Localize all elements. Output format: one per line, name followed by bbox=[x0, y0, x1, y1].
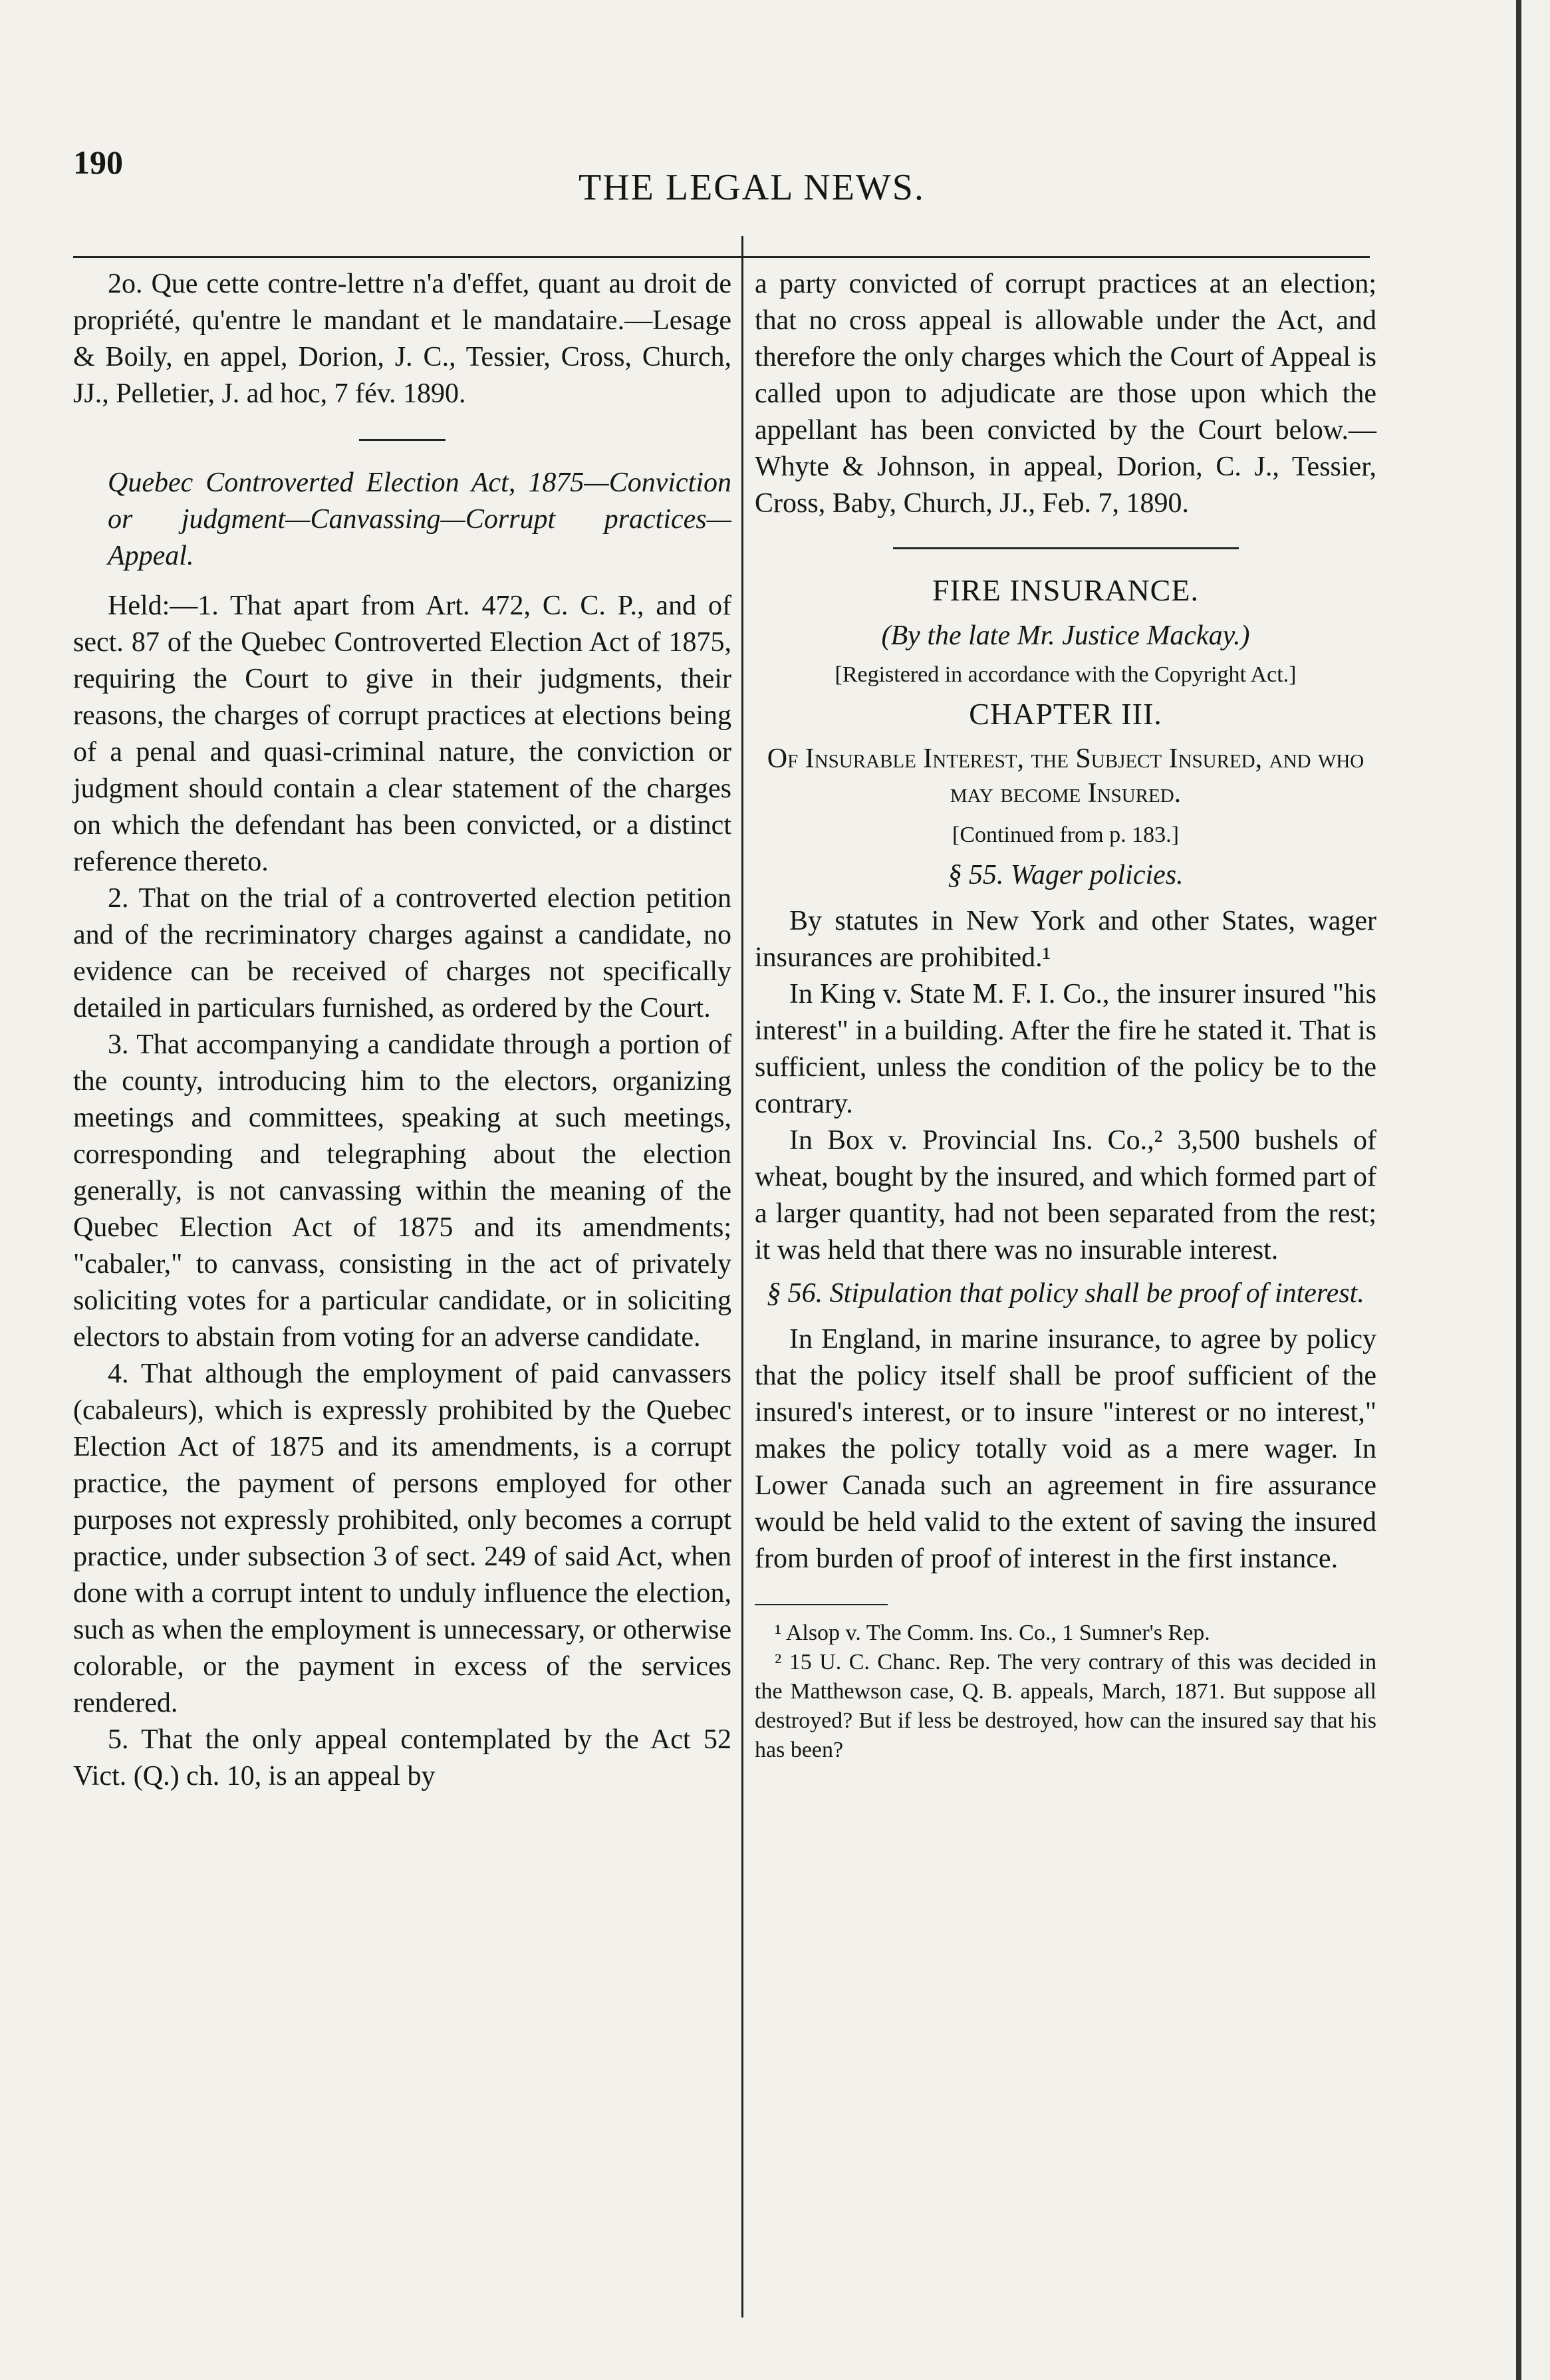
paragraph-contre-lettre: 2o. Que cette contre-lettre n'a d'effet, quant au droit de propriété, qu'entre le mandant et le mandataire.—Lesage & Boily, en appel, Dorion, J. C., Tessier, Cross, Church, JJ., Pelletier, J. ad hoc, 7 fév. 1890. bbox=[73, 269, 731, 409]
held-1: Held:—1. That apart from Art. 472, C. C. P., and of sect. 87 of the Quebec Controverted Election Act of 1875, requiring the Court to give in their judgments, their reasons, the charges of corrupt practices at elections being of a penal and quasi-criminal nature, the conviction or judgment should contain a clear statement of the charges on which the defendant has been convicted, or a distinct reference thereto. bbox=[73, 591, 731, 877]
held-4: 4. That although the employment of paid canvassers (cabaleurs), which is expressly prohibited by the Quebec Election Act of 1875 and its amendments, is a corrupt practice, the payment of persons employed for other purposes not expressly prohibited, only becomes a corrupt practice, under subsection 3 of sect. 249 of said Act, when done with a corrupt intent to unduly influence the election, such as when the employment is unnecessary, or otherwise colorable, or the payment in excess of the services rendered. bbox=[73, 1359, 731, 1718]
held-3: 3. That accompanying a candidate through a portion of the county, introducing him to the electors, organizing meetings and committees, speaking at such meetings, corresponding and telegraphing about the election generally, is not canvassing within the meaning of the Quebec Election Act of 1875 and its amendments; "cabaler," to canvass, consisting in the act of privately soliciting votes for a particular candidate, or in soliciting electors to abstain from voting for an adverse candidate. bbox=[73, 1029, 731, 1353]
header-rule bbox=[73, 256, 1370, 258]
section-56-heading: § 56. Stipulation that policy shall be proof of interest. bbox=[767, 1278, 1364, 1309]
footnote-rule bbox=[755, 1604, 888, 1605]
page-number: 190 bbox=[73, 144, 123, 181]
paragraph-55c: In Box v. Provincial Ins. Co.,² 3,500 bushels of wheat, bought by the insured, and which formed part of a larger quantity, had not been separated from the rest; it was held that there was no insurable interest. bbox=[755, 1125, 1376, 1265]
paragraph-55b: In King v. State M. F. I. Co., the insurer insured "his interest" in a building. After the fire he stated it. That is sufficient, unless the condition of the policy be to the contrary. bbox=[755, 979, 1376, 1119]
paragraph-55a: By statutes in New York and other States, wager insurances are prohibited.¹ bbox=[755, 906, 1376, 973]
section-divider bbox=[893, 547, 1239, 549]
page-header bbox=[73, 143, 1396, 216]
binding-edge-rule bbox=[1516, 0, 1521, 2380]
right-column bbox=[755, 266, 1376, 1765]
left-column bbox=[73, 266, 731, 1795]
section-55-heading: § 55. Wager policies. bbox=[948, 860, 1184, 890]
byline: (By the late Mr. Justice Mackay.) bbox=[881, 620, 1250, 651]
held-5-continued: a party convicted of corrupt practices at an election; that no cross appeal is allowable under the Act, and therefore the only charges which the Court of Appeal is called upon to adjudicate are those upon which the appellant has been convicted by the Court below.—Whyte & Johnson, in appeal, Dorion, C. J., Tessier, Cross, Baby, Church, JJ., Feb. 7, 1890. bbox=[755, 269, 1376, 519]
continued-note: [Continued from p. 183.] bbox=[952, 823, 1179, 847]
chapter-heading: CHAPTER III. bbox=[969, 697, 1162, 731]
chapter-subtitle: Of Insurable Interest, the Subject Insured, and who may become Insured. bbox=[767, 743, 1364, 809]
footnote-1: ¹ Alsop v. The Comm. Ins. Co., 1 Sumner's Rep. bbox=[775, 1621, 1210, 1645]
paragraph-56: In England, in marine insurance, to agree by policy that the policy itself shall be proof sufficient of the insured's interest, or to insure "interest or no interest," makes the policy totally void as a mere wager. In Lower Canada such an agreement in fire assurance would be held valid to the extent of saving the insured from burden of proof of interest in the first instance. bbox=[755, 1324, 1376, 1574]
section-title: FIRE INSURANCE. bbox=[932, 573, 1199, 607]
held-2: 2. That on the trial of a controverted election petition and of the recriminatory charges against a candidate, no evidence can be received of charges not specifically detailed in particulars furnished, as ordered by the Court. bbox=[73, 883, 731, 1023]
footnote-2: ² 15 U. C. Chanc. Rep. The very contrary of this was decided in the Matthewson case, Q. B. appeals, March, 1871. But suppose all destroyed? But if less be destroyed, how can the insured say that his has been? bbox=[755, 1650, 1376, 1762]
section-divider bbox=[359, 439, 446, 441]
case-caption: Quebec Controverted Election Act, 1875—Conviction or judgment—Canvassing—Corrupt practices—Appeal. bbox=[108, 467, 731, 571]
held-5: 5. That the only appeal contemplated by the Act 52 Vict. (Q.) ch. 10, is an appeal by bbox=[73, 1724, 731, 1791]
column-rule bbox=[741, 236, 743, 2317]
copyright-notice: [Registered in accordance with the Copyright Act.] bbox=[835, 662, 1297, 687]
running-title: THE LEGAL NEWS. bbox=[579, 167, 925, 208]
